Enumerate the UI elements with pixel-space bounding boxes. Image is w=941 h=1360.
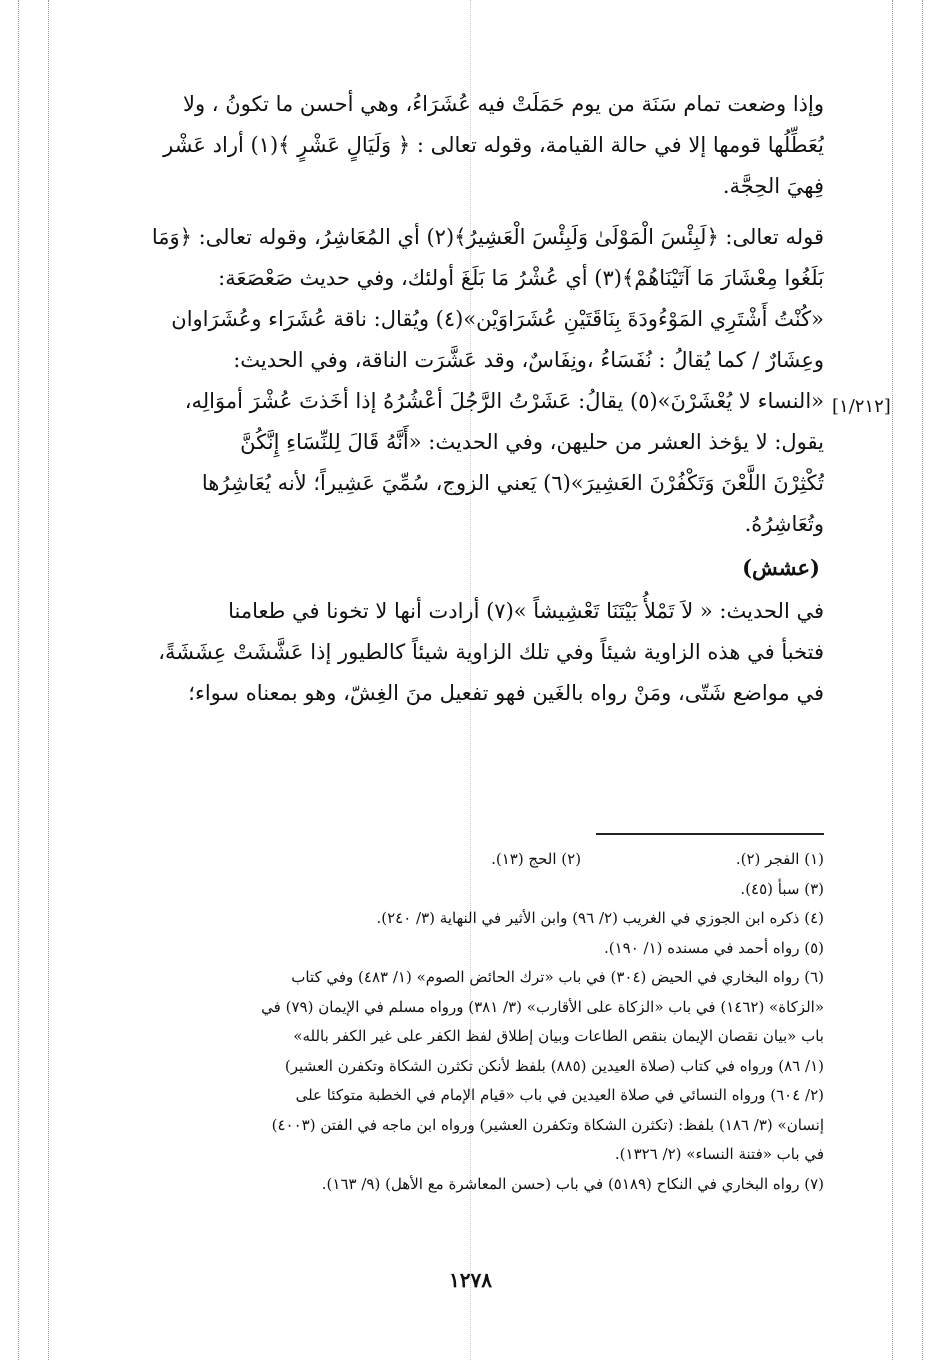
text-line: يُعَطِّلُها قومها إلا في حالة القيامة، وقوله تعالى : ﴿ وَلَيَالٍ عَشْرٍ ﴾(١) أراد عَشْر bbox=[163, 133, 824, 157]
page-number: ١٢٧٨ bbox=[449, 1268, 492, 1292]
binding-guide-line bbox=[48, 0, 49, 1360]
text-line: بَلَغُوا مِعْشَارَ مَا آتَيْنَاهُمْ﴾(٣) أي عُشْرُ مَا بَلَغَ أولئك، وفي حديث صَعْصَعَة: bbox=[218, 266, 824, 290]
footnote-line: (٦) رواه البخاري في الحيض (٣٠٤) في باب «ترك الحائض الصوم» (١/ ٤٨٣) وفي كتاب bbox=[291, 968, 824, 986]
text-line: يقول: لا يؤخذ العشر من حليهن، وفي الحديث: «أَنَّهُ قَالَ لِلنِّسَاءِ إِنَّكُنَّ bbox=[240, 430, 824, 454]
text-line: تُكْثِرْنَ اللَّعْنَ وَتَكْفُرْنَ العَشِيرَ»(٦) يَعني الزوج، سُمِّيَ عَشِيراً؛ لأنه يُعَاشِرُها bbox=[201, 471, 824, 495]
text-line: قوله تعالى: ﴿لَبِئْسَ الْمَوْلَىٰ وَلَبِئْسَ الْعَشِيرُ﴾(٢) أي المُعَاشِرُ، وقوله تعالى: ﴿وَمَا bbox=[151, 225, 824, 249]
footnote-line bbox=[106, 845, 824, 875]
binding-guide-line bbox=[18, 0, 19, 1360]
footnote-line: (٧) رواه البخاري في النكاح (٥١٨٩) في باب (حسن المعاشرة مع الأهل) (٩/ ١٦٣). bbox=[321, 1174, 824, 1193]
footnote-line: «الزكاة» (١٤٦٢) في باب «الزكاة على الأقارب» (٣/ ٣٨١) ورواه مسلم في الإيمان (٧٩) في bbox=[261, 997, 824, 1016]
footnote-separator bbox=[596, 833, 824, 835]
text-line: في مواضع شَتّى، ومَنْ رواه بالغَين فهو تفعيل منَ الغِشّ، وهو بمعناه سواء؛ bbox=[188, 681, 824, 705]
text-line: في الحديث: « لاَ تَمْلأُ بَيْتَنَا تَعْشِيشاً »(٧) أرادت أنها لا تخونا في طعامنا bbox=[228, 599, 824, 623]
footnote-line: إنسان» (٣/ ١٨٦) بلفظ: (تكثرن الشكاة وتكفرن العشير) ورواه ابن ماجه في الفتن (٤٠٠٣) bbox=[271, 1115, 824, 1134]
footnote: (١) الفجر (٢). bbox=[735, 850, 824, 868]
footnote-line: (٤) ذكره ابن الجوزي في الغريب (٢/ ٩٦) وابن الأثير في النهاية (٣/ ٢٤٠). bbox=[376, 909, 824, 927]
footnote-line: (٣) سبأ (٤٥). bbox=[740, 879, 824, 898]
footnotes bbox=[106, 845, 824, 1199]
entry-heading: (عشش) bbox=[742, 555, 820, 580]
text-line: فِهيَ الحِجَّة. bbox=[722, 174, 824, 198]
footnote: (٢) الحج (١٣). bbox=[491, 850, 582, 868]
text-line: فتخبأ في هذه الزاوية شيئاً وفي تلك الزاوية شيئاً كالطيور إذا عَشَّشَتْ عِشَشَةً، bbox=[158, 640, 824, 664]
text-line: «كُنْتُ أَشْتَرِي المَوْءُودَةَ بِنَاقَتَيْنِ عُشَرَاوَيْن»(٤) ويُقال: ناقة عُشَرَاء وعُشَرَاوان bbox=[171, 307, 824, 331]
footnote-line: (٢/ ٦٠٤) ورواه النسائي في صلاة العيدين في باب «قيام الإمام في الخطبة متوكئا على bbox=[295, 1086, 824, 1104]
binding-guide-line bbox=[922, 0, 923, 1360]
footnote-line: باب «بيان نقصان الإيمان بنقص الطاعات وبيان إطلاق لفظ الكفر على غير الكفر بالله» bbox=[293, 1027, 824, 1045]
text-line: وعِشَارٌ / كما يُقالُ : نُفَسَاءُ ،ونِفَاسٌ، وقد عَشَّرَت الناقة، وفي الحديث: bbox=[233, 348, 824, 372]
margin-reference: [١/٢١٢] bbox=[832, 396, 891, 417]
main-text-block bbox=[106, 84, 824, 714]
footnote-line: (٥) رواه أحمد في مسنده (١/ ١٩٠). bbox=[603, 938, 824, 957]
footnote-line: في باب «فتنة النساء» (٢/ ١٣٢٦). bbox=[614, 1145, 824, 1163]
text-line: وإذا وضعت تمام سَنَة من يوم حَمَلَتْ فيه عُشَرَاءُ، وهي أحسن ما تكونُ ، ولا bbox=[182, 92, 824, 116]
footnote-line: (١/ ٨٦) ورواه في كتاب (صلاة العيدين (٨٨٥) بلفظ لأنكن تكثرن الشكاة وتكفرن العشير) bbox=[284, 1056, 824, 1075]
binding-guide-line bbox=[892, 0, 893, 1360]
text-line: «النساء لا يُعْشَرْنَ»(٥) يقالُ: عَشَرْتُ الرَّجُلَ أعْشُرُهُ إذا أخَذتَ عُشْرَ أموَالِه، bbox=[184, 389, 824, 413]
text-line: وتُعَاشِرُهُ. bbox=[744, 512, 824, 536]
